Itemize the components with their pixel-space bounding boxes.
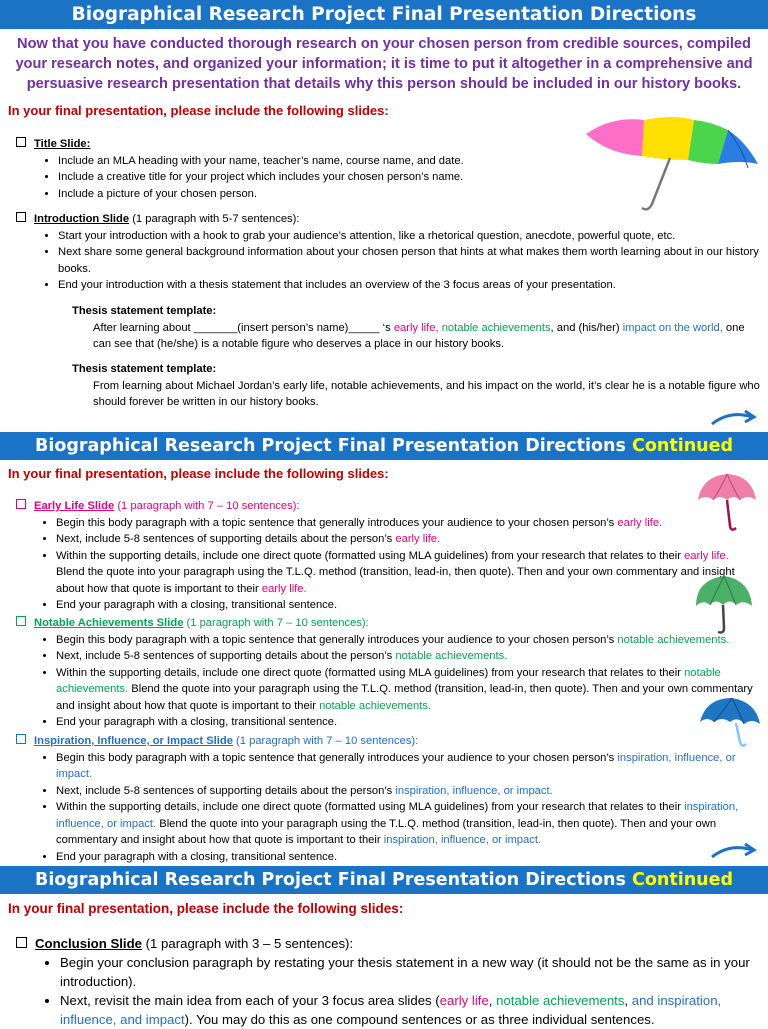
impact-heading: Inspiration, Influence, or Impact Slide	[34, 735, 233, 747]
intro-paragraph: Now that you have conducted thorough research on your chosen person from credible sources, compiled your research notes, and organized your information; it is time to put it altogether in a comprehensive and persuasive research presentation that details why this person should be included in our history books.	[15, 36, 753, 92]
list-item: • Begin this body paragraph with a topic sentence that generally introduces your audience to your chosen person’s notable achievements.	[56, 632, 760, 649]
notable-section	[16, 615, 760, 731]
list-item: • Include a picture of your chosen person.	[58, 186, 756, 203]
curved-arrow-icon	[708, 408, 758, 428]
banner-continued: Continued	[632, 436, 734, 456]
early-life-note: (1 paragraph with 7 – 10 sentences):	[117, 500, 300, 512]
list-item: • Start your introduction with a hook to grab your audience’s attention, like a rhetorical question, anecdote, powerful quote, etc.	[58, 228, 762, 245]
impact-note: (1 paragraph with 7 – 10 sentences):	[236, 735, 419, 747]
title-slide-section	[16, 136, 756, 202]
list-item: • Begin this body paragraph with a topic sentence that generally introduces your audience to your chosen person’s early life.	[56, 515, 758, 532]
template-text: After learning about _______(insert person’s name)_____ ‘s	[93, 321, 394, 334]
template-notable: notable achievements	[441, 321, 551, 334]
include-heading: In your final presentation, please include the following slides:	[8, 103, 389, 118]
list-item: • End your paragraph with a closing, transitional sentence.	[56, 849, 760, 866]
list-item: • Next share some general background information about your chosen person that hints at what makes them worth learning about in our history books.	[58, 244, 762, 277]
impact-section	[16, 733, 760, 865]
template-impact: impact on the world,	[622, 321, 723, 334]
early-life-heading: Early Life Slide	[34, 500, 115, 512]
conclusion-section	[16, 934, 756, 1029]
conclusion-note: (1 paragraph with 3 – 5 sentences):	[145, 936, 354, 951]
include-heading: In your final presentation, please include the following slides:	[8, 466, 389, 481]
list-item: • Next, include 5-8 sentences of supporting details about the person’s inspiration, influence, or impact.	[56, 783, 760, 800]
template-text: one can see that (he/she) is a notable figure who deserves a place in our history books.	[93, 321, 745, 350]
checkbox-icon	[16, 734, 26, 744]
list-item: • Next, revisit the main idea from each of your 3 focus area slides (early life, notable achievements, and inspiration, influence, and impact). You may do this as one compound sentences or as three individual sentences.	[60, 991, 756, 1029]
list-item: • Next, include 5-8 sentences of supporting details about the person’s early life.	[56, 531, 758, 548]
list-item: • Within the supporting details, include one direct quote (formatted using MLA guidelines) from your research that relates to their inspiration, influence, or impact. Blend the quote into your paragraph using the T.L.Q. method (transition, lead-in, then quote). Then and your own commentary and insight about how that quote is important to their inspiration, influence, or impact.	[56, 799, 760, 849]
notable-heading: Notable Achievements Slide	[34, 617, 184, 629]
list-item: • Include an MLA heading with your name, teacher’s name, course name, and date.	[58, 153, 756, 170]
page2-banner	[0, 432, 768, 460]
checkbox-icon	[16, 137, 26, 147]
checkbox-icon	[16, 616, 26, 626]
page3-banner	[0, 866, 768, 894]
list-item: • Within the supporting details, include one direct quote (formatted using MLA guidelines) from your research that relates to their early life. Blend the quote into your paragraph using the T.L.Q. method (transition, lead-in, then quote). Then and your own commentary and insight about how that quote is important to their early life.	[56, 548, 758, 598]
page1-banner: Biographical Research Project Final Presentation Directions	[0, 0, 768, 29]
intro-slide-heading: Introduction Slide	[34, 213, 130, 225]
checkbox-icon	[16, 937, 27, 948]
template-label: Thesis statement template:	[72, 305, 217, 317]
list-item: • Begin your conclusion paragraph by restating your thesis statement in a new way (it should not be the same as in your introduction).	[60, 953, 756, 991]
checkbox-icon	[16, 212, 26, 222]
list-item: • Include a creative title for your project which includes your chosen person’s name.	[58, 169, 756, 186]
banner-title: Biographical Research Project Final Presentation Directions	[34, 436, 626, 456]
list-item: • End your introduction with a thesis statement that includes an overview of the 3 focus areas of your presentation.	[58, 277, 762, 294]
intro-slide-section	[16, 211, 762, 294]
notable-note: (1 paragraph with 7 – 10 sentences):	[186, 617, 369, 629]
template-text: , and (his/her)	[550, 321, 623, 334]
template-example: From learning about Michael Jordan’s early life, notable achievements, and his impact on the world, it’s clear he is a notable figure who should forever be written in our history books.	[93, 379, 760, 408]
list-item: • End your paragraph with a closing, transitional sentence.	[56, 714, 760, 731]
thesis-template-1	[72, 303, 762, 353]
include-heading: In your final presentation, please include the following slides:	[8, 901, 404, 916]
thesis-template-2	[72, 361, 762, 411]
list-item: • End your paragraph with a closing, transitional sentence.	[56, 597, 758, 614]
curved-arrow-icon	[708, 841, 758, 861]
title-slide-heading: Title Slide:	[34, 138, 91, 150]
template-early-life: early life,	[393, 321, 439, 334]
banner-continued: Continued	[632, 870, 734, 890]
conclusion-heading: Conclusion Slide	[35, 936, 142, 951]
list-item: • Begin this body paragraph with a topic sentence that generally introduces your audience to your chosen person’s inspiration, influence, or impact.	[56, 750, 760, 783]
list-item: • Next, include 5-8 sentences of supporting details about the person’s notable achievements.	[56, 648, 760, 665]
list-item: • Within the supporting details, include one direct quote (formatted using MLA guidelines) from your research that relates to their notable achievements. Blend the quote into your paragraph using the T.L.Q. method (transition, lead-in, then quote). Then and your own commentary and insight about how that quote is important to their notable achievements.	[56, 665, 760, 715]
checkbox-icon	[16, 499, 26, 509]
template-label: Thesis statement template:	[72, 363, 217, 375]
early-life-section	[16, 498, 758, 614]
intro-slide-note: (1 paragraph with 5-7 sentences):	[132, 213, 300, 225]
banner-title: Biographical Research Project Final Presentation Directions	[34, 870, 626, 890]
